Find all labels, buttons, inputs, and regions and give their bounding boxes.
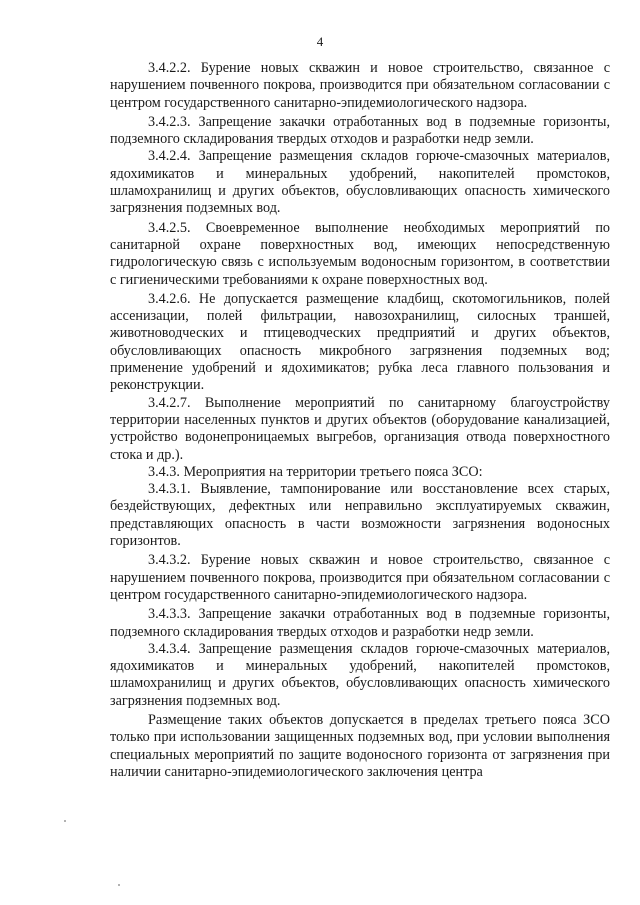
paragraph-3-4-2-5: 3.4.2.5. Своевременное выполнение необходимых мероприятий по санитарной охране поверхностных вод, имеющих непосредственную гидрологическую связь с используемым водоносным горизонтом, в соответствии с гигиеническими требованиями к охране поверхностных вод.	[110, 219, 610, 288]
paragraph-3-4-3-3: 3.4.3.3. Запрещение закачки отработанных вод в подземные горизонты, подземного складирования твердых отходов и разработки недр земли.	[110, 606, 610, 640]
paragraph-placement-conditions: Размещение таких объектов допускается в пределах третьего пояса ЗСО только при использовании защищенных подземных вод, при условии выполнения специальных мероприятий по защите водоносного горизонта от загрязнения при наличии санитарно-эпидемиологического заключения центра	[110, 711, 610, 780]
scan-speck	[118, 884, 120, 886]
paragraph-3-4-3-1: 3.4.3.1. Выявление, тампонирование или восстановление всех старых, бездействующих, дефектных или неправильно эксплуатируемых скважин, представляющих опасность в части возможности загрязнения водоносных горизонтов.	[110, 481, 610, 550]
paragraph-3-4-3-2: 3.4.3.2. Бурение новых скважин и новое строительство, связанное с нарушением почвенного покрова, производится при обязательном согласовании с центром государственного санитарно-эпидемиологического надзора.	[110, 552, 610, 603]
paragraph-3-4-3-4: 3.4.3.4. Запрещение размещения складов горюче-смазочных материалов, ядохимикатов и минеральных удобрений, накопителей промстоков, шламохранилищ и других объектов, обусловливающих опасность химического загрязнения подземных вод.	[110, 640, 610, 709]
paragraph-3-4-2-2: 3.4.2.2. Бурение новых скважин и новое строительство, связанное с нарушением почвенного покрова, производится при обязательном согласовании с центром государственного санитарно-эпидемиологического надзора.	[110, 60, 610, 111]
paragraph-3-4-2-4: 3.4.2.4. Запрещение размещения складов горюче-смазочных материалов, ядохимикатов и минеральных удобрений, накопителей промстоков, шламохранилищ и других объектов, обусловливающих опасность химического загрязнения подземных вод.	[110, 148, 610, 217]
document-body	[110, 60, 610, 781]
paragraph-3-4-2-6: 3.4.2.6. Не допускается размещение кладбищ, скотомогильников, полей ассенизации, полей фильтрации, навозохранилищ, силосных траншей, животноводческих и птицеводческих предприятий и других объектов, обусловливающих опасность микробного загрязнения подземных вод; применение удобрений и ядохимикатов; рубка леса главного пользования и реконструкции.	[110, 290, 610, 394]
paragraph-3-4-2-3: 3.4.2.3. Запрещение закачки отработанных вод в подземные горизонты, подземного складирования твердых отходов и разработки недр земли.	[110, 113, 610, 148]
page-number: 4	[316, 34, 324, 49]
paragraph-3-4-2-7: 3.4.2.7. Выполнение мероприятий по санитарному благоустройству территории населенных пунктов и других объектов (оборудование канализацией, устройство водонепроницаемых выгребов, организация отвода поверхностного стока и др.).	[110, 394, 610, 463]
scan-speck	[64, 820, 66, 822]
paragraph-3-4-3-heading: 3.4.3. Мероприятия на территории третьего пояса ЗСО:	[148, 463, 483, 480]
